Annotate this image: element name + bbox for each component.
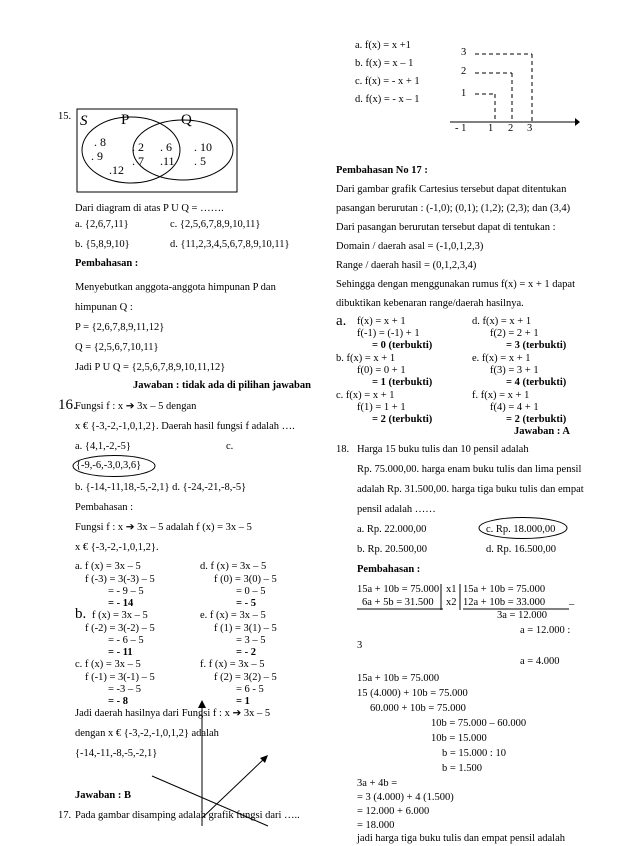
calc-line: f (1) = 3(1) – 5 bbox=[214, 623, 277, 634]
q15-q-set: Q = {2,5,6,7,10,11} bbox=[75, 342, 159, 353]
calc-line: = - 14 bbox=[108, 598, 134, 609]
axis-graph-fragment bbox=[150, 700, 270, 826]
venn-item: . 10 bbox=[194, 140, 212, 154]
calc-line: = -3 – 5 bbox=[108, 684, 142, 695]
cartesian-graph bbox=[450, 40, 580, 135]
q17-option-d: d. f(x) = - x – 1 bbox=[355, 94, 420, 105]
q15-text: Menyebutkan anggota-anggota himpunan P dan bbox=[75, 282, 276, 293]
graph-y-label: 1 bbox=[461, 88, 467, 99]
calc-line: a = 4.000 bbox=[520, 656, 560, 667]
calc-line: 15a + 10b = 75.000 bbox=[463, 584, 546, 595]
calc-line: a. f (x) = 3x – 5 bbox=[75, 561, 141, 572]
q18-text: Rp. 75.000,00. harga enam buku tulis dan lima pensil bbox=[357, 464, 582, 475]
q18-text: Harga 15 buku tulis dan 10 pensil adalah bbox=[357, 444, 529, 455]
graph-y-label: 2 bbox=[461, 66, 467, 77]
q16-conclusion: {-14,-11,-8,-5,-2,1} bbox=[75, 748, 158, 759]
q16-option-a: a. {4,1,-2,-5} bbox=[75, 441, 131, 452]
venn-label-p: P bbox=[121, 112, 130, 128]
calc-line: = - 2 bbox=[236, 647, 256, 658]
q16-options-bd: b. {-14,-11,18,-5,-2,1} d. {-24,-21,-8,-5} bbox=[75, 482, 247, 493]
question-16-number: 16. bbox=[58, 397, 77, 413]
calc-line: = 0 – 5 bbox=[236, 586, 266, 597]
q15-p-set: P = {2,6,7,8,9,11,12} bbox=[75, 322, 165, 333]
q16-text: Fungsi f : x ➔ 3x – 5 adalah f (x) = 3x – 5 bbox=[75, 522, 252, 533]
q17-option-b: b. f(x) = x – 1 bbox=[355, 58, 414, 69]
venn-item: . 2 bbox=[132, 140, 144, 154]
graph-x-label: 3 bbox=[527, 123, 533, 134]
calc-line: f. f(x) = x + 1 bbox=[472, 390, 530, 401]
calc-line: = 0 (terbukti) bbox=[372, 340, 433, 351]
venn-item: . 7 bbox=[132, 154, 144, 168]
calc-line: a. bbox=[336, 313, 347, 329]
calc-line: f(3) = 3 + 1 bbox=[490, 365, 539, 376]
q15-union: Jadi P U Q = {2,5,6,7,8,9,10,11,12} bbox=[75, 362, 226, 373]
q16-text: Fungsi f : x ➔ 3x – 5 dengan bbox=[75, 401, 197, 412]
q15-prompt: Dari diagram di atas P U Q = ……. bbox=[75, 203, 224, 214]
calc-line: = 3 – 5 bbox=[236, 635, 266, 646]
calc-line: f(4) = 4 + 1 bbox=[490, 402, 539, 413]
graph-y-label: 3 bbox=[461, 47, 467, 58]
calc-line: f(-1) = (-1) + 1 bbox=[357, 328, 420, 339]
q17-text: pasangan berurutan : (-1,0); (0,1); (1,2); (2,3); dan (3,4) bbox=[336, 203, 571, 214]
q15-answer: Jawaban : tidak ada di pilihan jawaban bbox=[133, 380, 311, 391]
q18-text: adalah Rp. 31.500,00. harga tiga buku tulis dan empat bbox=[357, 484, 584, 495]
calc-line: = - 11 bbox=[108, 647, 133, 658]
venn-label-s: S bbox=[80, 113, 88, 129]
q17-text: Sehingga dengan menggunakan rumus f(x) = x + 1 dapat bbox=[336, 279, 575, 290]
q16-conclusion: Jadi daerah hasilnya dari Fungsi f : x ➔ 3x – 5 bbox=[75, 708, 271, 719]
calc-line: x1 bbox=[446, 584, 457, 595]
q17-text: Dari gambar grafik Cartesius tersebut dapat ditentukan bbox=[336, 184, 567, 195]
calc-line: x2 bbox=[446, 597, 457, 608]
calc-line: f (-2) = 3(-2) – 5 bbox=[85, 623, 155, 634]
calc-line: 10b = 75.000 – 60.000 bbox=[431, 718, 527, 729]
calc-line: f(2) = 2 + 1 bbox=[490, 328, 539, 339]
venn-circle-q bbox=[133, 120, 233, 180]
calc-line: _ bbox=[569, 595, 575, 606]
calc-line: c. f (x) = 3x – 5 bbox=[75, 659, 141, 670]
calc-line: 3a = 12.000 bbox=[497, 610, 547, 621]
calc-line: f. f (x) = 3x – 5 bbox=[200, 659, 265, 670]
calc-line: = 18.000 bbox=[357, 820, 395, 831]
venn-item: . 8 bbox=[94, 135, 106, 149]
calc-line: 15a + 10b = 75.000 bbox=[357, 584, 440, 595]
calc-line: d. f (x) = 3x – 5 bbox=[200, 561, 267, 572]
calc-line: = 2 (terbukti) bbox=[506, 414, 567, 425]
q15-pembahasan-label: Pembahasan : bbox=[75, 258, 139, 269]
calc-line: e. f (x) = 3x – 5 bbox=[200, 610, 266, 621]
q18-option-d: d. Rp. 16.500,00 bbox=[486, 544, 557, 555]
question-18-number: 18. bbox=[336, 444, 350, 455]
graph-x-label: 2 bbox=[508, 123, 514, 134]
calc-line: f (x) = 3x – 5 bbox=[92, 610, 148, 621]
q18-option-b: b. Rp. 20.500,00 bbox=[357, 544, 428, 555]
venn-item: . 5 bbox=[194, 154, 206, 168]
q17-answer: Jawaban : A bbox=[514, 426, 571, 437]
q17-prompt: Pada gambar disamping adalah grafik fungsi dari ….. bbox=[75, 810, 300, 821]
q17-option-c: c. f(x) = - x + 1 bbox=[355, 76, 420, 87]
calc-line: = 3 (4.000) + 4 (1.500) bbox=[357, 792, 454, 803]
q18-option-c: c. Rp. 18.000,00 bbox=[486, 524, 556, 535]
calc-line: b. bbox=[75, 606, 87, 622]
q16-pembahasan-label: Pembahasan : bbox=[75, 502, 134, 513]
venn-item: . 9 bbox=[91, 149, 103, 163]
venn-item: .12 bbox=[109, 163, 124, 177]
calc-line: = 12.000 + 6.000 bbox=[357, 806, 430, 817]
calc-line: f (0) = 3(0) – 5 bbox=[214, 574, 277, 585]
calc-line: = 2 (terbukti) bbox=[372, 414, 433, 425]
calc-line: = - 9 – 5 bbox=[108, 586, 144, 597]
calc-line: f (-3) = 3(-3) – 5 bbox=[85, 574, 155, 585]
calc-line: = 1 bbox=[236, 696, 250, 707]
calc-line: a = 12.000 : bbox=[520, 625, 571, 636]
elimination-rules bbox=[357, 582, 571, 612]
calc-line: = 3 (terbukti) bbox=[506, 340, 567, 351]
graph-x-label: 1 bbox=[488, 123, 494, 134]
calc-line: = - 8 bbox=[108, 696, 128, 707]
q17-text: Dari pasangan berurutan tersebut dapat di tentukan : bbox=[336, 222, 556, 233]
calc-line: 10b = 15.000 bbox=[431, 733, 487, 744]
calc-line: = 6 - 5 bbox=[236, 684, 264, 695]
calc-line: e. f(x) = x + 1 bbox=[472, 353, 531, 364]
venn-item: . 6 bbox=[160, 140, 172, 154]
calc-line: b = 15.000 : 10 bbox=[442, 748, 506, 759]
calc-line: 15a + 10b = 75.000 bbox=[357, 673, 440, 684]
question-17-number: 17. bbox=[58, 810, 72, 821]
question-15-number: 15. bbox=[58, 111, 72, 122]
q18-conclusion: jadi harga tiga buku tulis dan empat pensil adalah bbox=[357, 833, 566, 844]
venn-item: .11 bbox=[160, 154, 175, 168]
calc-line: = 4 (terbukti) bbox=[506, 377, 567, 388]
calc-line: 3 bbox=[357, 640, 363, 651]
q16-text: x € {-3,-2,-1,0,1,2}. Daerah hasil fungsi f adalah …. bbox=[75, 421, 295, 432]
q17-range: Range / daerah hasil = (0,1,2,3,4) bbox=[336, 260, 477, 271]
q16-conclusion: dengan x € {-3,-2,-1,0,1,2} adalah bbox=[75, 728, 219, 739]
calc-line: d. f(x) = x + 1 bbox=[472, 316, 532, 327]
calc-line: f(x) = x + 1 bbox=[357, 316, 406, 327]
q18-option-a: a. Rp. 22.000,00 bbox=[357, 524, 427, 535]
q16-option-c-label: c. bbox=[226, 441, 234, 452]
calc-line: 60.000 + 10b = 75.000 bbox=[370, 703, 466, 714]
calc-line: 15 (4.000) + 10b = 75.000 bbox=[357, 688, 468, 699]
calc-line: 6a + 5b = 31.500 bbox=[362, 597, 434, 608]
calc-line: f (-1) = 3(-1) – 5 bbox=[85, 672, 155, 683]
q15-option-c: c. {2,5,6,7,8,9,10,11} bbox=[170, 219, 261, 230]
q15-option-b: b. {5,8,9,10} bbox=[75, 239, 130, 250]
q17-pembahasan-title: Pembahasan No 17 : bbox=[336, 165, 428, 176]
q15-option-a: a. {2,6,7,11} bbox=[75, 219, 129, 230]
calc-line: f (2) = 3(2) – 5 bbox=[214, 672, 277, 683]
q17-text: dibuktikan kebenaran range/daerah hasilnya. bbox=[336, 298, 524, 309]
q18-text: pensil adalah …… bbox=[357, 504, 436, 515]
calc-line: = 1 (terbukti) bbox=[372, 377, 433, 388]
venn-label-q: Q bbox=[181, 112, 192, 128]
q16-answer: Jawaban : B bbox=[75, 790, 132, 801]
calc-line: b. f(x) = x + 1 bbox=[336, 353, 396, 364]
q16-text: x € {-3,-2,-1,0,1,2}. bbox=[75, 542, 159, 553]
calc-line: 3a + 4b = bbox=[357, 778, 398, 789]
q17-option-a: a. f(x) = x +1 bbox=[355, 40, 411, 51]
calc-line: 12a + 10b = 33.000 bbox=[463, 597, 546, 608]
calc-line: f(1) = 1 + 1 bbox=[357, 402, 406, 413]
q15-text: himpunan Q : bbox=[75, 302, 133, 313]
calc-line: = - 6 – 5 bbox=[108, 635, 144, 646]
graph-x-label: - 1 bbox=[455, 123, 467, 134]
q15-option-d: d. {11,2,3,4,5,6,7,8,9,10,11} bbox=[170, 239, 290, 250]
calc-line: f(0) = 0 + 1 bbox=[357, 365, 406, 376]
q18-pembahasan-label: Pembahasan : bbox=[357, 564, 421, 575]
q17-domain: Domain / daerah asal = (-1,0,1,2,3) bbox=[336, 241, 484, 252]
calc-line: c. f(x) = x + 1 bbox=[336, 390, 395, 401]
calc-line: b = 1.500 bbox=[442, 763, 483, 774]
calc-line: = - 5 bbox=[236, 598, 256, 609]
q16-option-c: {-9,-6,-3,0,3,6} bbox=[76, 460, 142, 471]
